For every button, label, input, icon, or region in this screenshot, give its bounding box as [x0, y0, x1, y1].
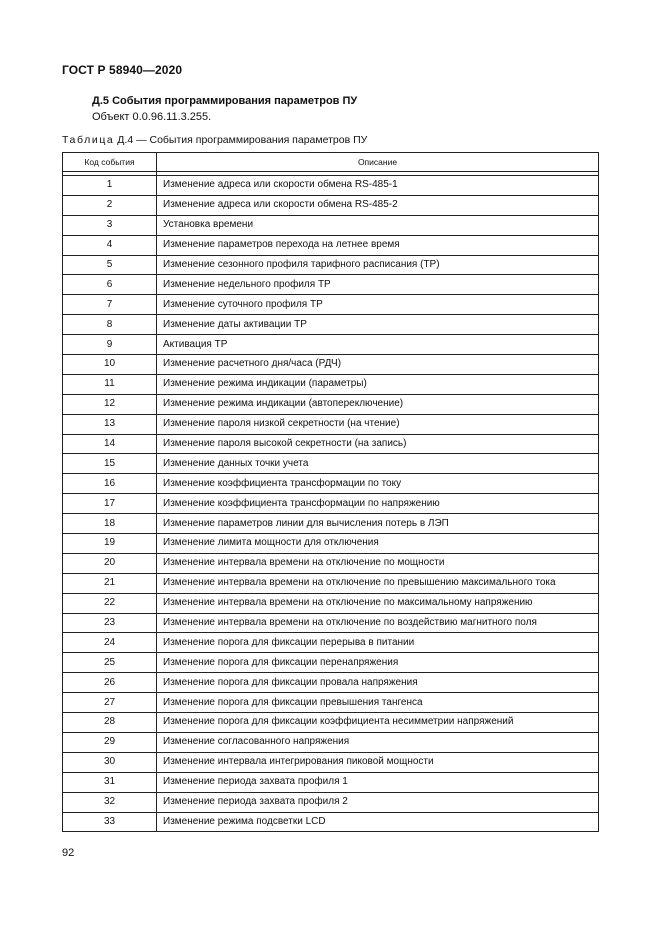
event-description-cell: Изменение интервала времени на отключение по максимальному напряжению	[157, 593, 599, 613]
table-row	[63, 772, 599, 792]
event-description-cell: Установка времени	[157, 215, 599, 235]
event-description-cell: Изменение сезонного профиля тарифного расписания (ТР)	[157, 255, 599, 275]
table-row	[63, 394, 599, 414]
event-code-cell: 2	[63, 195, 157, 215]
table-row	[63, 414, 599, 434]
event-code-cell: 1	[63, 176, 157, 196]
event-description-cell: Изменение режима подсветки LCD	[157, 812, 599, 832]
event-description-cell: Изменение порога для фиксации коэффициента несимметрии напряжений	[157, 713, 599, 733]
table-row	[63, 653, 599, 673]
event-code-cell: 30	[63, 752, 157, 772]
event-code-cell: 7	[63, 295, 157, 315]
event-code-cell: 11	[63, 374, 157, 394]
table-header-row	[63, 153, 599, 172]
event-description-cell: Изменение интервала времени на отключение по воздействию магнитного поля	[157, 613, 599, 633]
event-description-cell: Изменение адреса или скорости обмена RS-485-1	[157, 176, 599, 196]
event-description-cell: Изменение порога для фиксации превышения тангенса	[157, 693, 599, 713]
table-row	[63, 355, 599, 375]
page-number: 92	[62, 847, 75, 859]
table-caption-label: Таблица	[62, 134, 115, 146]
table-caption-text: Д.4 — События программирования параметров ПУ	[114, 134, 368, 146]
table-row	[63, 494, 599, 514]
event-code-cell: 19	[63, 534, 157, 554]
event-description-cell: Изменение пароля низкой секретности (на чтение)	[157, 414, 599, 434]
table-row	[63, 195, 599, 215]
event-description-cell: Изменение порога для фиксации перерыва в питании	[157, 633, 599, 653]
table-row	[63, 374, 599, 394]
table-row	[63, 434, 599, 454]
event-description-cell: Изменение лимита мощности для отключения	[157, 534, 599, 554]
event-description-cell: Изменение порога для фиксации перенапряжения	[157, 653, 599, 673]
event-code-cell: 13	[63, 414, 157, 434]
event-code-cell: 18	[63, 514, 157, 534]
event-description-cell: Изменение адреса или скорости обмена RS-485-2	[157, 195, 599, 215]
table-row	[63, 673, 599, 693]
event-description-cell: Изменение периода захвата профиля 2	[157, 792, 599, 812]
column-header-description: Описание	[157, 153, 599, 172]
table-row	[63, 553, 599, 573]
event-code-cell: 26	[63, 673, 157, 693]
table-row	[63, 454, 599, 474]
event-code-cell: 17	[63, 494, 157, 514]
event-description-cell: Изменение пароля высокой секретности (на запись)	[157, 434, 599, 454]
table-row	[63, 255, 599, 275]
events-table	[62, 152, 599, 832]
event-code-cell: 20	[63, 553, 157, 573]
event-code-cell: 6	[63, 275, 157, 295]
table-row	[63, 514, 599, 534]
event-code-cell: 23	[63, 613, 157, 633]
table-row	[63, 613, 599, 633]
event-code-cell: 14	[63, 434, 157, 454]
event-description-cell: Изменение интервала времени на отключение по превышению максимального тока	[157, 573, 599, 593]
table-row	[63, 693, 599, 713]
event-code-cell: 22	[63, 593, 157, 613]
event-description-cell: Изменение интервала интегрирования пиковой мощности	[157, 752, 599, 772]
event-description-cell: Изменение режима индикации (параметры)	[157, 374, 599, 394]
table-row	[63, 235, 599, 255]
event-code-cell: 5	[63, 255, 157, 275]
event-code-cell: 21	[63, 573, 157, 593]
table-row	[63, 275, 599, 295]
table-row	[63, 752, 599, 772]
event-description-cell: Изменение интервала времени на отключение по мощности	[157, 553, 599, 573]
table-row	[63, 534, 599, 554]
event-code-cell: 8	[63, 315, 157, 335]
table-row	[63, 176, 599, 196]
table-body	[63, 172, 599, 832]
event-description-cell: Изменение периода захвата профиля 1	[157, 772, 599, 792]
event-description-cell: Изменение коэффициента трансформации по току	[157, 474, 599, 494]
event-code-cell: 12	[63, 394, 157, 414]
document-header: ГОСТ Р 58940—2020	[62, 63, 183, 77]
event-code-cell: 33	[63, 812, 157, 832]
event-description-cell: Изменение согласованного напряжения	[157, 732, 599, 752]
event-description-cell: Изменение параметров линии для вычисления потерь в ЛЭП	[157, 514, 599, 534]
event-code-cell: 16	[63, 474, 157, 494]
table-caption	[62, 134, 367, 146]
event-description-cell: Активация ТР	[157, 335, 599, 355]
table-row	[63, 315, 599, 335]
event-code-cell: 3	[63, 215, 157, 235]
object-identifier: Объект 0.0.96.11.3.255.	[92, 111, 212, 123]
table-row	[63, 812, 599, 832]
table-row	[63, 335, 599, 355]
event-code-cell: 25	[63, 653, 157, 673]
table-row	[63, 295, 599, 315]
event-code-cell: 24	[63, 633, 157, 653]
table-row	[63, 593, 599, 613]
section-title: Д.5 События программирования параметров ПУ	[92, 95, 358, 107]
event-description-cell: Изменение суточного профиля ТР	[157, 295, 599, 315]
table-row	[63, 573, 599, 593]
table-row	[63, 215, 599, 235]
event-code-cell: 27	[63, 693, 157, 713]
table-row	[63, 633, 599, 653]
event-description-cell: Изменение даты активации ТР	[157, 315, 599, 335]
event-description-cell: Изменение режима индикации (автопереключение)	[157, 394, 599, 414]
column-header-code: Код события	[63, 153, 157, 172]
event-code-cell: 10	[63, 355, 157, 375]
table-row	[63, 474, 599, 494]
event-code-cell: 9	[63, 335, 157, 355]
event-description-cell: Изменение недельного профиля ТР	[157, 275, 599, 295]
table-row	[63, 713, 599, 733]
table-row	[63, 792, 599, 812]
event-description-cell: Изменение данных точки учета	[157, 454, 599, 474]
event-code-cell: 28	[63, 713, 157, 733]
event-code-cell: 4	[63, 235, 157, 255]
event-description-cell: Изменение коэффициента трансформации по напряжению	[157, 494, 599, 514]
event-description-cell: Изменение расчетного дня/часа (РДЧ)	[157, 355, 599, 375]
event-description-cell: Изменение порога для фиксации провала напряжения	[157, 673, 599, 693]
event-code-cell: 15	[63, 454, 157, 474]
event-code-cell: 31	[63, 772, 157, 792]
event-description-cell: Изменение параметров перехода на летнее время	[157, 235, 599, 255]
event-code-cell: 32	[63, 792, 157, 812]
table-row	[63, 732, 599, 752]
event-code-cell: 29	[63, 732, 157, 752]
